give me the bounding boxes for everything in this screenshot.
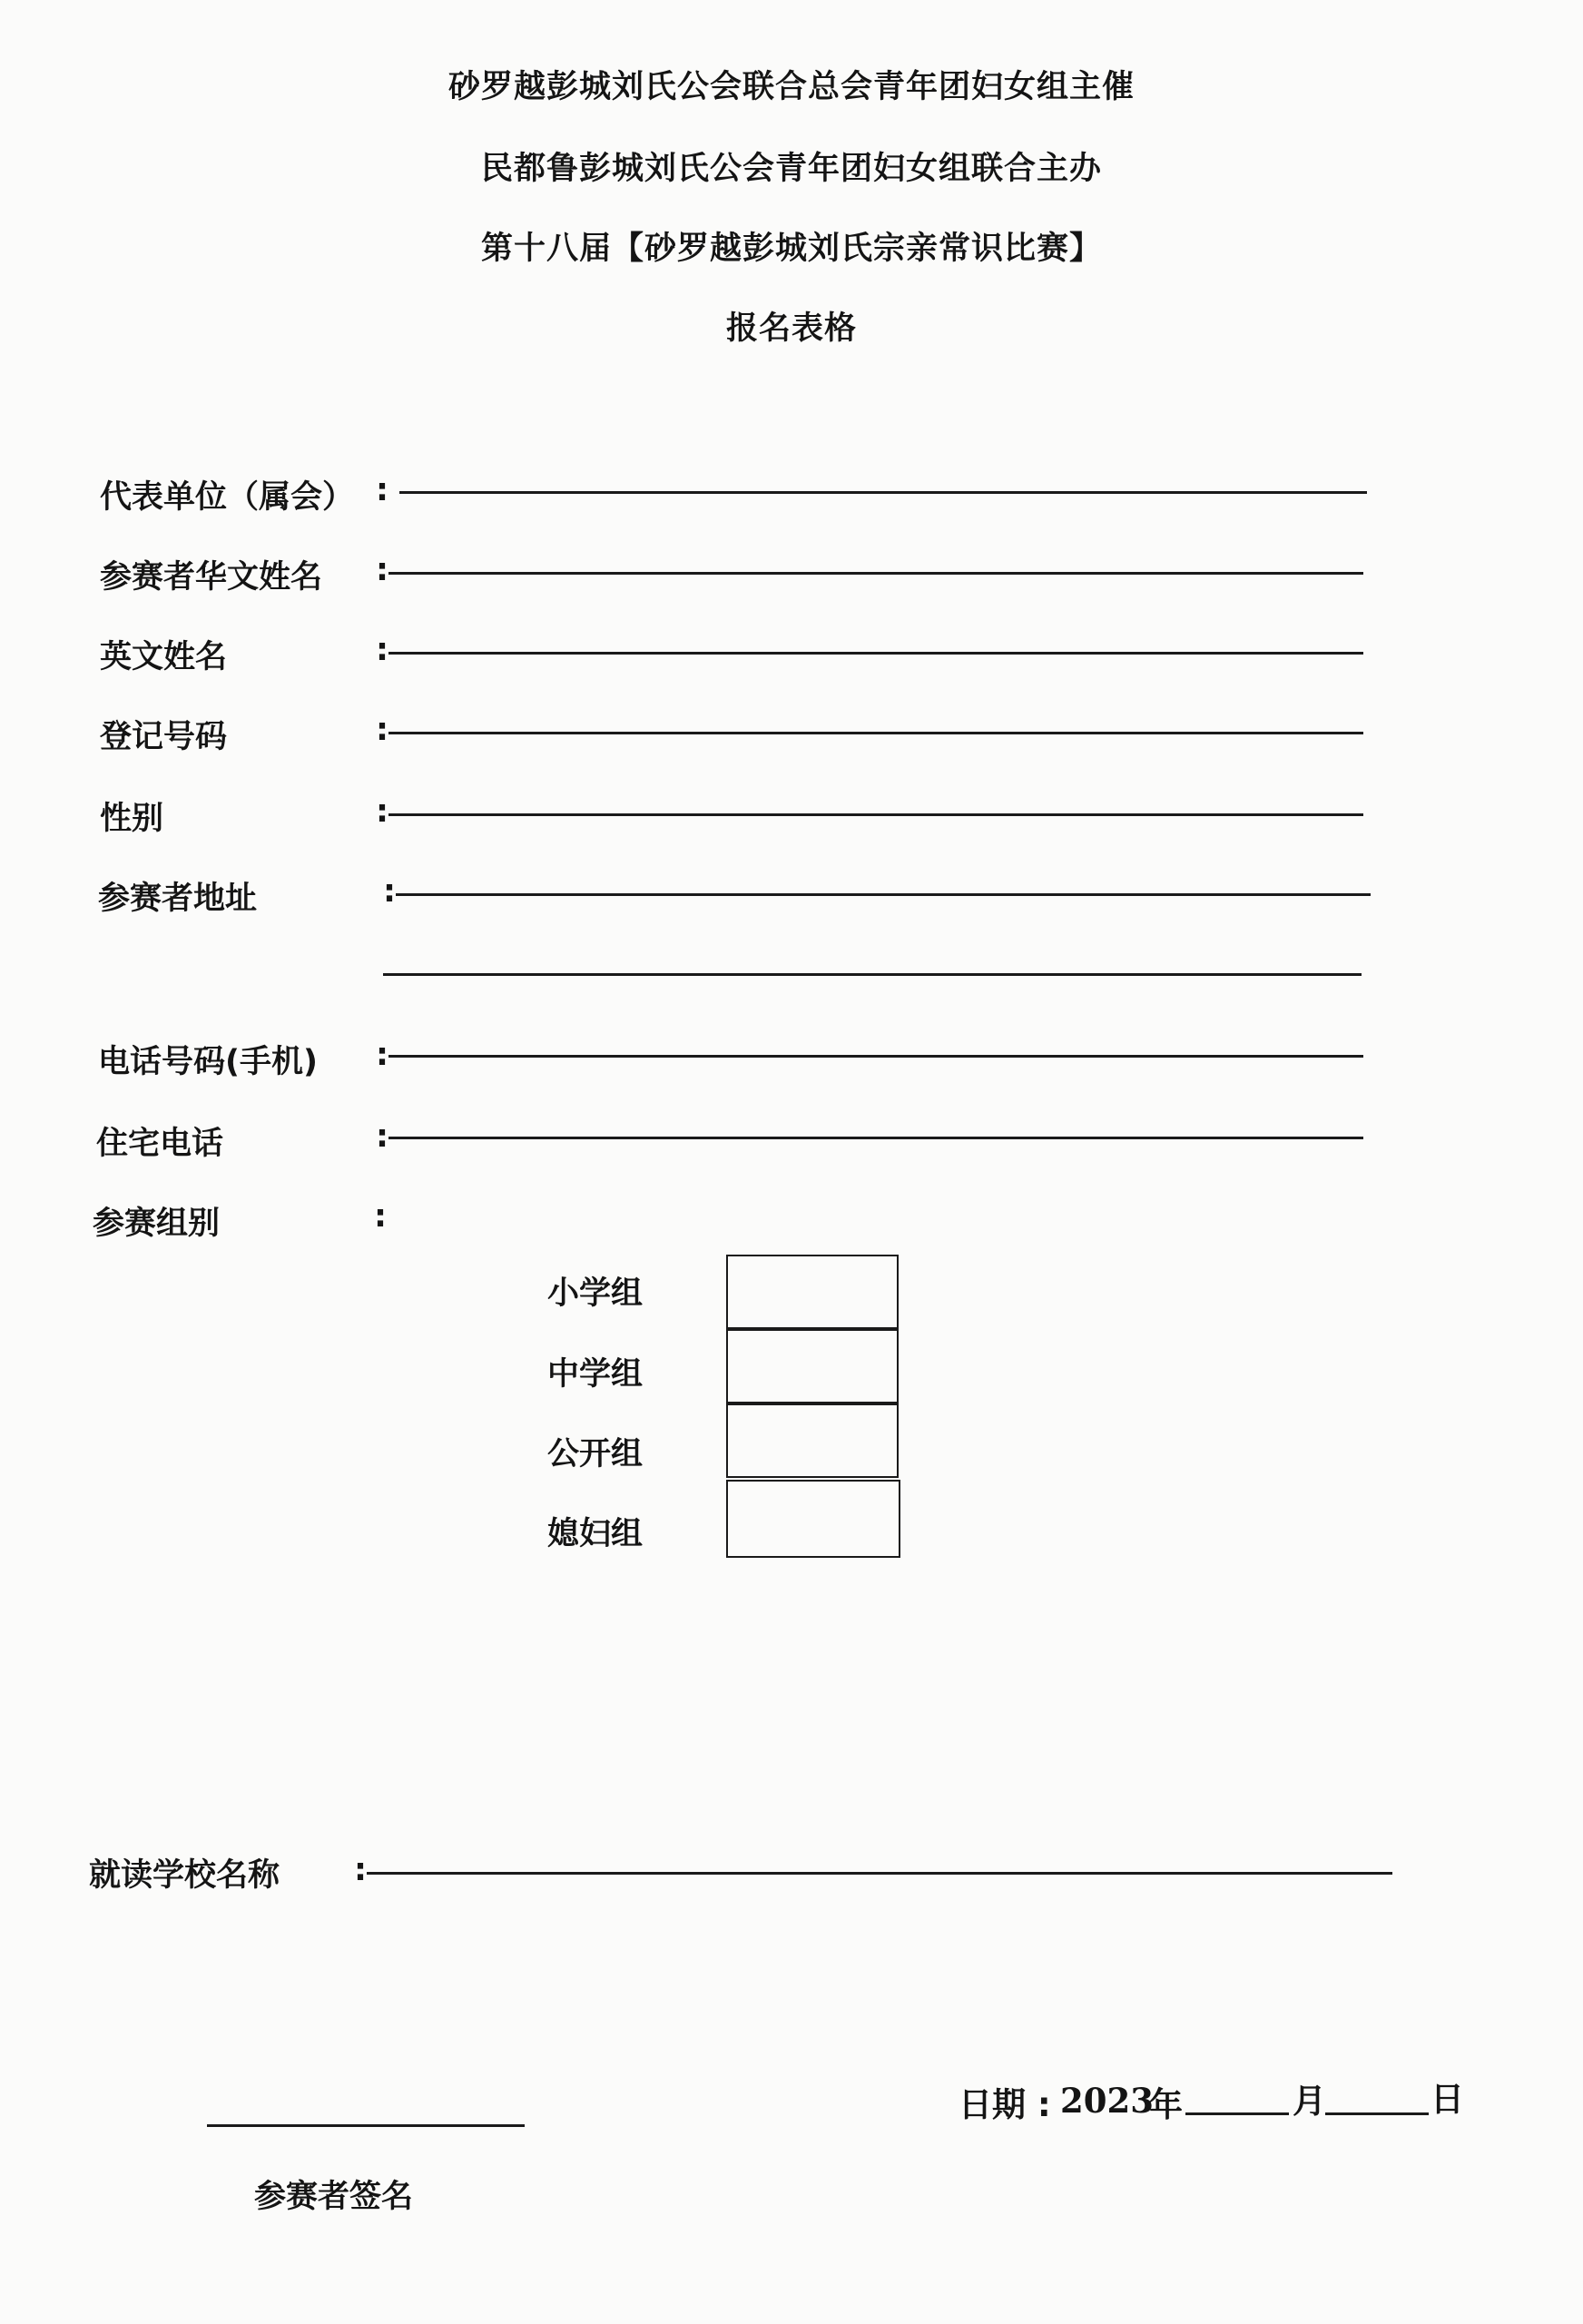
date-day-unit: 日 bbox=[1431, 2080, 1464, 2119]
field-line-registration-number[interactable] bbox=[388, 732, 1363, 734]
checkbox-daughter-in-law[interactable] bbox=[726, 1480, 900, 1558]
checkbox-primary[interactable] bbox=[726, 1255, 899, 1329]
field-label-group: 参赛组别 bbox=[93, 1206, 221, 1242]
date-label: 日期 : bbox=[959, 2085, 1051, 2124]
field-colon: : bbox=[354, 1852, 367, 1888]
field-colon: : bbox=[376, 1118, 388, 1155]
field-line-school[interactable] bbox=[367, 1872, 1392, 1875]
form-title: 报名表格 bbox=[725, 310, 857, 347]
field-colon: : bbox=[376, 552, 388, 588]
organizer-line: 砂罗越彭城刘氏公会联合总会青年团妇女组主催 bbox=[447, 69, 1135, 105]
field-line-address-2[interactable] bbox=[383, 973, 1362, 976]
field-colon: : bbox=[376, 472, 388, 508]
group-label-open: 公开组 bbox=[547, 1436, 644, 1472]
field-label-address: 参赛者地址 bbox=[98, 881, 258, 917]
group-label-daughter-in-law: 媳妇组 bbox=[547, 1516, 644, 1552]
field-line-english-name[interactable] bbox=[388, 652, 1363, 655]
checkbox-secondary[interactable] bbox=[726, 1329, 899, 1403]
date-year: 2023 bbox=[1060, 2081, 1154, 2121]
field-line-mobile[interactable] bbox=[388, 1055, 1363, 1058]
co-organizer-line: 民都鲁彭城刘氏公会青年团妇女组联合主办 bbox=[480, 151, 1102, 187]
group-label-secondary: 中学组 bbox=[547, 1356, 644, 1393]
group-label-primary: 小学组 bbox=[547, 1275, 644, 1312]
field-label-english-name: 英文姓名 bbox=[100, 639, 228, 675]
field-label-unit: 代表单位（属会） bbox=[100, 479, 355, 516]
field-label-mobile: 电话号码(手机) bbox=[98, 1044, 318, 1080]
field-line-address-1[interactable] bbox=[396, 893, 1371, 896]
field-line-chinese-name[interactable] bbox=[388, 572, 1363, 575]
checkbox-open[interactable] bbox=[726, 1403, 899, 1478]
field-colon: : bbox=[376, 712, 388, 748]
field-colon: : bbox=[376, 632, 388, 668]
field-colon: : bbox=[376, 793, 388, 830]
date-day-line[interactable] bbox=[1325, 2112, 1429, 2115]
signature-line[interactable] bbox=[207, 2124, 525, 2127]
field-label-chinese-name: 参赛者华文姓名 bbox=[100, 559, 323, 596]
field-label-home-phone: 住宅电话 bbox=[96, 1126, 224, 1162]
field-colon: : bbox=[376, 1037, 388, 1073]
field-colon: : bbox=[374, 1198, 387, 1235]
date-month-unit: 月 bbox=[1293, 2082, 1326, 2121]
field-label-gender: 性别 bbox=[100, 801, 164, 837]
field-line-home-phone[interactable] bbox=[388, 1137, 1363, 1139]
field-colon: : bbox=[383, 873, 396, 910]
event-title: 第十八届【砂罗越彭城刘氏宗亲常识比赛】 bbox=[480, 231, 1102, 267]
field-line-gender[interactable] bbox=[388, 813, 1363, 816]
date-month-line[interactable] bbox=[1185, 2112, 1289, 2115]
signature-label: 参赛者签名 bbox=[254, 2179, 414, 2215]
field-label-registration-number: 登记号码 bbox=[100, 719, 228, 755]
field-label-school: 就读学校名称 bbox=[89, 1857, 280, 1894]
date-year-unit: 年 bbox=[1149, 2085, 1183, 2124]
field-line-unit[interactable] bbox=[399, 491, 1367, 494]
